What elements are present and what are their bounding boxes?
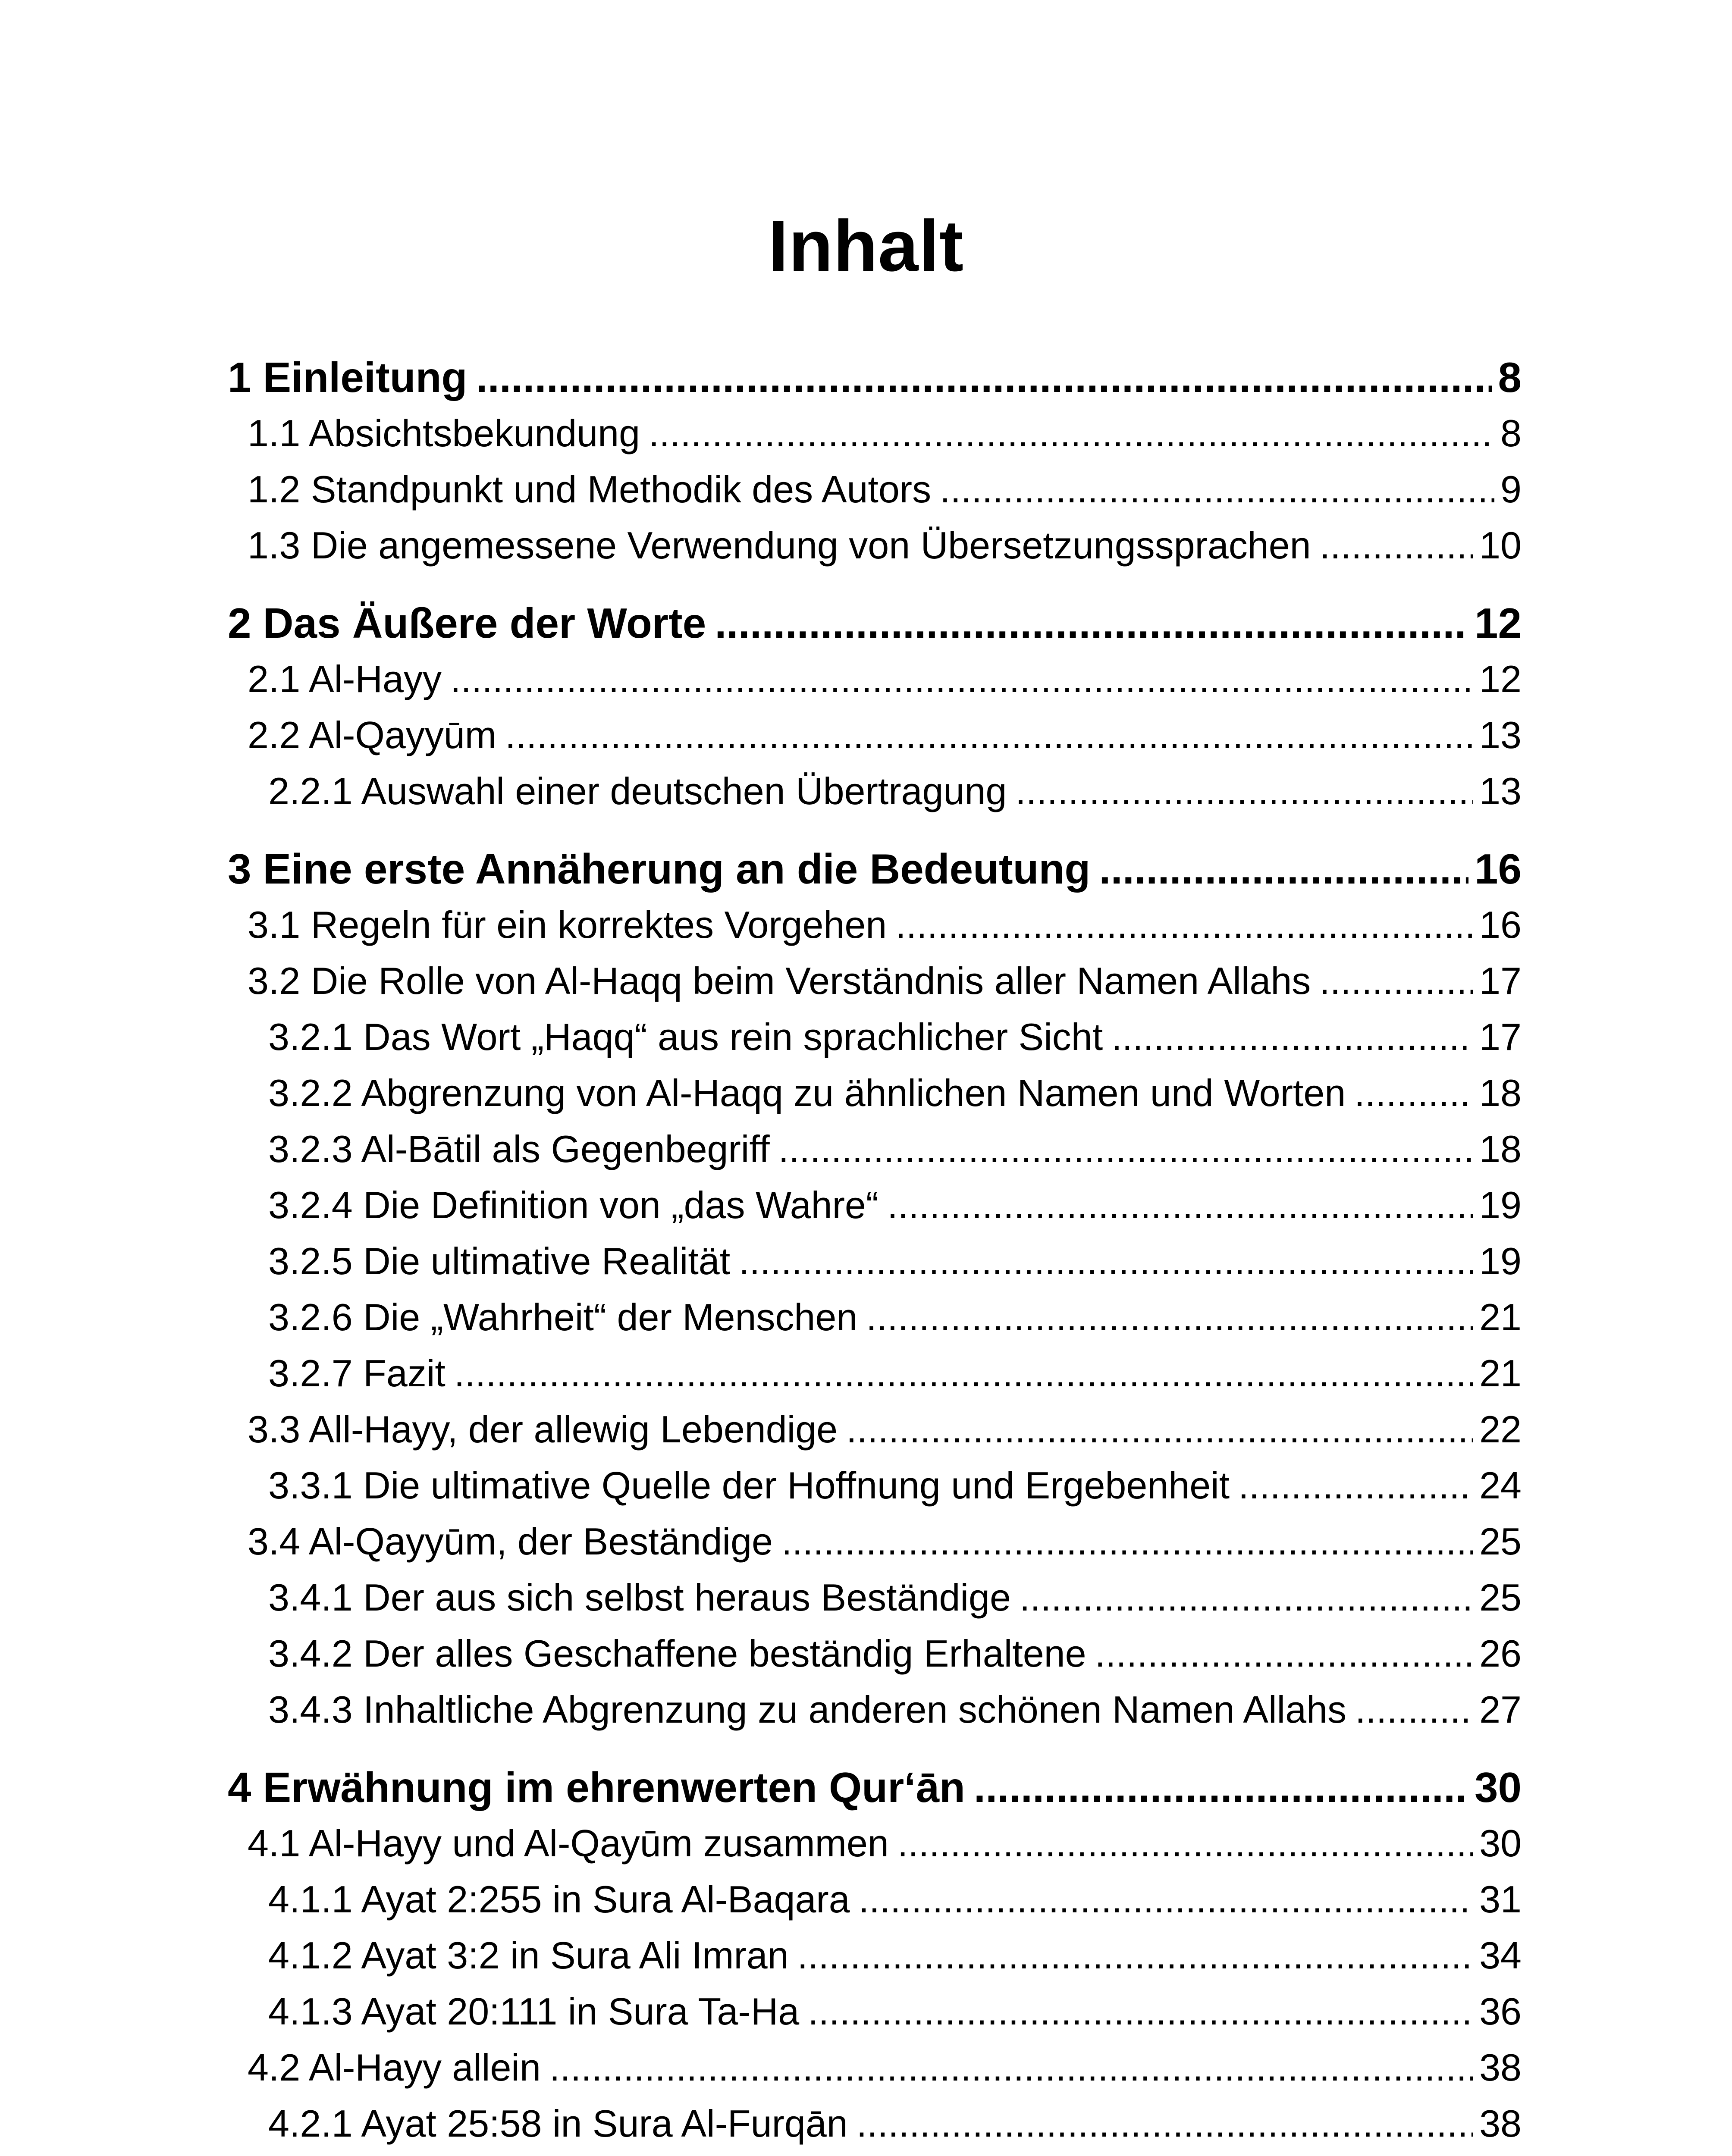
toc-page-number: 26 xyxy=(1479,1632,1522,1675)
toc-subsection-entry[interactable] xyxy=(268,2096,1522,2152)
toc-page-number: 22 xyxy=(1479,1408,1522,1451)
toc-chapter-entry[interactable] xyxy=(228,349,1522,405)
dot-leader xyxy=(549,2040,1473,2096)
toc-entry-label: 2 Das Äußere der Worte xyxy=(228,599,706,647)
dot-leader xyxy=(1020,1570,1473,1626)
toc-section-entry[interactable] xyxy=(248,1815,1522,1871)
toc-page-number: 38 xyxy=(1479,2102,1522,2145)
toc-subsection-entry[interactable] xyxy=(268,1457,1522,1514)
toc-entry-label: 3.2.2 Abgrenzung von Al-Haqq zu ähnlichen Namen und Worten xyxy=(268,1072,1346,1114)
toc-page-number: 16 xyxy=(1479,903,1522,946)
dot-leader xyxy=(1320,517,1474,573)
toc-section-entry[interactable] xyxy=(248,405,1522,461)
toc-subsection-entry[interactable] xyxy=(268,1570,1522,1626)
toc-entry-label: 3.4.2 Der alles Geschaffene beständig Erhaltene xyxy=(268,1632,1086,1675)
toc-page-number: 30 xyxy=(1474,1764,1522,1811)
toc-entry-label: 1.3 Die angemessene Verwendung von Übersetzungssprachen xyxy=(248,524,1311,567)
toc-page-number xyxy=(1479,2152,1522,2156)
toc-page-number: 8 xyxy=(1500,412,1522,454)
dot-leader xyxy=(974,1759,1468,1815)
dot-leader xyxy=(797,2152,1473,2156)
toc-section-entry[interactable] xyxy=(248,1514,1522,1570)
dot-leader xyxy=(1015,763,1473,819)
toc-page-number: 25 xyxy=(1479,1576,1522,1619)
dot-leader xyxy=(739,1233,1473,1289)
toc-page-number: 13 xyxy=(1479,770,1522,812)
toc-section-entry[interactable] xyxy=(248,707,1522,763)
toc-page-number: 18 xyxy=(1479,1128,1522,1170)
toc-page-number: 12 xyxy=(1474,599,1522,647)
dot-leader xyxy=(887,1177,1473,1233)
toc-subsection-entry[interactable] xyxy=(268,1177,1522,1233)
toc-page-number: 34 xyxy=(1479,1934,1522,1977)
toc-subsection-entry[interactable] xyxy=(268,1682,1522,1738)
toc-entry-label: 4.2 Al-Hayy allein xyxy=(248,2046,541,2089)
toc-subsection-entry[interactable] xyxy=(268,1065,1522,1121)
dot-leader xyxy=(1099,841,1468,897)
toc-chapter-entry[interactable] xyxy=(228,1759,1522,1815)
toc-page-number: 12 xyxy=(1479,658,1522,700)
toc-page-number: 25 xyxy=(1479,1520,1522,1563)
toc-page-number: 19 xyxy=(1479,1184,1522,1226)
toc-entry-label: 1.1 Absichtsbekundung xyxy=(248,412,640,454)
toc-section-entry[interactable] xyxy=(248,517,1522,573)
dot-leader xyxy=(895,897,1473,953)
toc-subsection-entry[interactable] xyxy=(268,1927,1522,1984)
toc-entry-label: 4.1.2 Ayat 3:2 in Sura Ali Imran xyxy=(268,1934,789,1977)
dot-leader xyxy=(940,461,1494,517)
dot-leader xyxy=(897,1815,1473,1871)
toc-entry-label: 3.2.3 Al-Bātil als Gegenbegriff xyxy=(268,1128,770,1170)
toc-entry-label: 3.4.3 Inhaltliche Abgrenzung zu anderen schönen Namen Allahs xyxy=(268,1688,1346,1731)
toc-page-number: 10 xyxy=(1479,524,1522,567)
dot-leader xyxy=(454,1345,1473,1401)
toc-subsection-entry[interactable] xyxy=(268,1233,1522,1289)
toc-entry-label: 1 Einleitung xyxy=(228,354,468,401)
toc-page-number: 8 xyxy=(1498,354,1522,401)
toc-page-number: 38 xyxy=(1479,2046,1522,2089)
toc-entry-label: 3.3 All-Hayy, der allewig Lebendige xyxy=(248,1408,838,1451)
toc-page-number: 9 xyxy=(1500,468,1522,511)
toc-entry-label: 3.1 Regeln für ein korrektes Vorgehen xyxy=(248,903,887,946)
toc-entry-label xyxy=(268,2152,789,2156)
toc-page-number: 27 xyxy=(1479,1688,1522,1731)
toc-page-number: 13 xyxy=(1479,714,1522,756)
toc-page-number: 17 xyxy=(1479,959,1522,1002)
toc-page-number: 36 xyxy=(1479,1990,1522,2033)
toc-page-number: 21 xyxy=(1479,1296,1522,1338)
toc-entry-label: 3 Eine erste Annäherung an die Bedeutung xyxy=(228,845,1091,893)
toc-page-number: 18 xyxy=(1479,1072,1522,1114)
toc-entry-label: 3.4 Al-Qayyūm, der Beständige xyxy=(248,1520,773,1563)
toc-subsection-entry[interactable] xyxy=(268,1345,1522,1401)
dot-leader xyxy=(778,1121,1473,1177)
toc-entry-label: 3.2.5 Die ultimative Realität xyxy=(268,1240,731,1282)
toc-section-entry[interactable] xyxy=(248,1401,1522,1457)
dot-leader xyxy=(781,1514,1473,1570)
dot-leader xyxy=(450,651,1473,707)
dot-leader xyxy=(1354,1065,1473,1121)
toc-entry-label: 1.2 Standpunkt und Methodik des Autors xyxy=(248,468,932,511)
toc-entry-label: 4 Erwähnung im ehrenwerten Qur‘ān xyxy=(228,1764,965,1811)
toc-subsection-entry[interactable] xyxy=(268,1871,1522,1927)
toc-entry-label: 4.1.3 Ayat 20:111 in Sura Ta-Ha xyxy=(268,1990,800,2033)
toc-entry-label: 3.2.7 Fazit xyxy=(268,1352,446,1395)
dot-leader xyxy=(797,1927,1473,1984)
toc-page-number: 19 xyxy=(1479,1240,1522,1282)
toc-subsection-entry[interactable] xyxy=(268,1984,1522,2040)
toc-entry-label: 2.1 Al-Hayy xyxy=(248,658,442,700)
dot-leader xyxy=(476,349,1492,405)
dot-leader xyxy=(1355,1682,1473,1738)
dot-leader xyxy=(859,1871,1473,1927)
toc-chapter-entry[interactable] xyxy=(228,595,1522,651)
toc-subsection-entry[interactable] xyxy=(268,1009,1522,1065)
toc-page-number: 24 xyxy=(1479,1464,1522,1507)
toc-page-number: 30 xyxy=(1479,1822,1522,1865)
page-title: Inhalt xyxy=(768,205,964,286)
toc-page-number: 21 xyxy=(1479,1352,1522,1395)
dot-leader xyxy=(715,595,1468,651)
toc-page-number: 31 xyxy=(1479,1878,1522,1921)
toc-entry-label: 4.2.1 Ayat 25:58 in Sura Al-Furqān xyxy=(268,2102,848,2145)
toc-section-entry[interactable] xyxy=(248,897,1522,953)
toc-entry-label: 3.3.1 Die ultimative Quelle der Hoffnung und Ergebenheit xyxy=(268,1464,1230,1507)
toc-entry-label: 3.2.6 Die „Wahrheit“ der Menschen xyxy=(268,1296,858,1338)
toc-subsection-entry[interactable] xyxy=(268,1626,1522,1682)
dot-leader xyxy=(1319,953,1473,1009)
dot-leader xyxy=(857,2096,1473,2152)
toc-chapter-entry[interactable] xyxy=(228,841,1522,897)
toc-entry-label: 4.1 Al-Hayy und Al-Qayūm zusammen xyxy=(248,1822,889,1865)
toc-entry-label: 3.2 Die Rolle von Al-Haqq beim Verständnis aller Namen Allahs xyxy=(248,959,1311,1002)
toc-entry-label: 3.2.1 Das Wort „Haqq“ aus rein sprachlicher Sicht xyxy=(268,1015,1103,1058)
toc-subsection-entry[interactable] xyxy=(268,1289,1522,1345)
toc-page-number: 16 xyxy=(1474,845,1522,893)
toc-section-entry[interactable] xyxy=(248,953,1522,1009)
dot-leader xyxy=(1238,1457,1473,1514)
dot-leader xyxy=(1095,1626,1474,1682)
dot-leader xyxy=(649,405,1494,461)
toc-section-entry[interactable] xyxy=(248,2040,1522,2096)
dot-leader xyxy=(866,1289,1473,1345)
toc-entry-label: 4.1.1 Ayat 2:255 in Sura Al-Baqara xyxy=(268,1878,850,1921)
dot-leader xyxy=(1111,1009,1473,1065)
toc-entry-label: 2.2.1 Auswahl einer deutschen Übertragung xyxy=(268,770,1007,812)
dot-leader xyxy=(505,707,1473,763)
toc-entry-label: 3.2.4 Die Definition von „das Wahre“ xyxy=(268,1184,879,1226)
toc-page-number: 17 xyxy=(1479,1015,1522,1058)
dot-leader xyxy=(846,1401,1473,1457)
toc-entry-label: 2.2 Al-Qayyūm xyxy=(248,714,497,756)
toc-subsection-entry[interactable] xyxy=(268,763,1522,819)
toc-subsection-entry[interactable] xyxy=(268,2152,1522,2156)
toc-entry-label: 3.4.1 Der aus sich selbst heraus Beständige xyxy=(268,1576,1011,1619)
dot-leader xyxy=(808,1984,1473,2040)
toc-subsection-entry[interactable] xyxy=(268,1121,1522,1177)
toc-section-entry[interactable] xyxy=(248,651,1522,707)
toc-section-entry[interactable] xyxy=(248,461,1522,517)
